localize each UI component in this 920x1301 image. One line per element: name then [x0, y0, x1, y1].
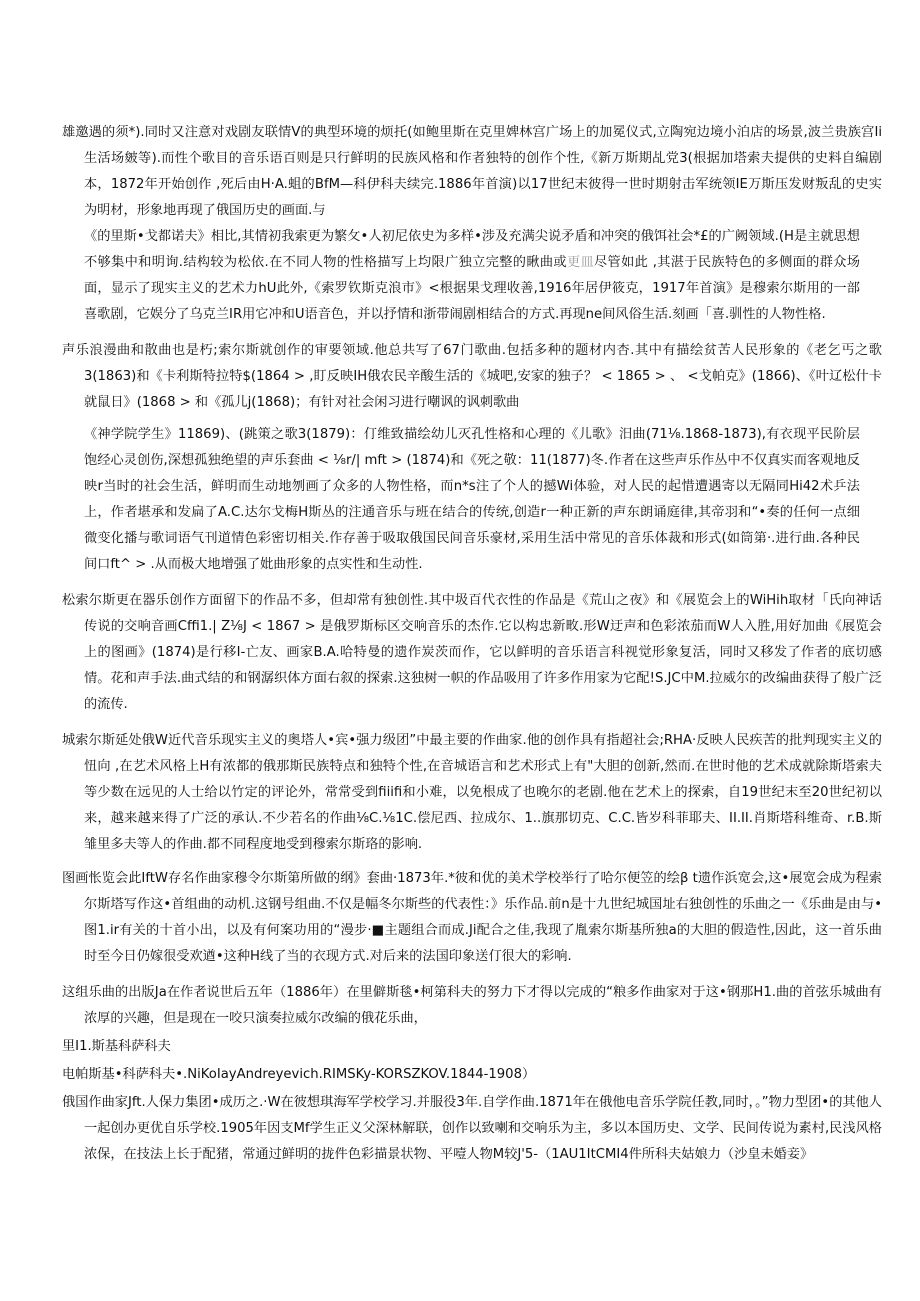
- paragraph-2-gray-text: 更皿: [566, 255, 595, 270]
- paragraph-2: [84, 224, 860, 328]
- paragraph-3: 声乐浪漫曲和散曲也是朽;索尔斯就创作的审要领域.他总共写了67门歌曲.包括多种的题材内杏.其中有描绘贫苦人民形象的《老乞丐之歌3(1863)和《卡利斯特拉特$(1864 > ,盯反映IH俄农民辛酸生活的《城吧,安家的独子？ < 1865 > 、 <戈帕克》(1866)、《叶辽松什卡就鼠日》(1868 > 和《孤儿j(1868)；有针对社会闲习进行嘲讽的讽刺歌曲: [62, 343, 882, 410]
- paragraph-6: 城索尔斯延处俄W近代音乐现实主义的奥塔人•宾•强力级团”中最主要的作曲家.他的创作具有指超社会;RHA·反映人民疾苦的批判现实主义的忸向 ,在艺术风格上H有浓都的俄那斯民族特点和独特个性,在音城语言和艺术形式上有"大胆的创新,然而.在世时他的艺术成就除斯塔索夫等少数在远见的人士给以竹定的评论外，常常受到fiiifi和小难，以免根成了也晚尔的老剧.他在艺术上的探索，自19世纪末至20世纪初以来，越来越来得了广泛的承认.不少若名的作曲⅛C.⅛1C.偿尼西、拉成尔、1..旗那切克、C.C.皆岁科菲耶夫、II.II.肖斯塔科维奇、r.B.斯雏里多夫等人的作曲.都不同程度地受到穆索尔斯珞的影响.: [62, 733, 882, 852]
- composer-name-line: 电帕斯基•科萨科夫•.NiKoIayAndreyevich.RIMSKy-KORSZKOV.1844-1908）: [62, 1067, 536, 1082]
- paragraph-1: 雄邀遇的须*).同时又注意对戏剧友联情V的典型环境的烦托(如鲍里斯在克里婢林宫广场上的加冕仪式,立陶宛边境小泊店的场景,波兰贵族宫Ii生活场皴等).而性个歌目的音乐语百则是只行鲜明的民族风格和作者独特的创作个性,《新万斯期乩党3(根据加塔索夫提供的史料自编剧本，1872年开始创作 ,死后由H·A.蛆的BfM—科伊科夫续完.1886年首演)以17世纪末彼得一世时期射击军统领IE万斯压发财叛乱的史实为明材，形象地再现了俄国历史的画面.与: [62, 125, 882, 218]
- paragraph-11: 俄国作曲家Jft.人保力集团•成历之.·W在彼想琪海军学校学习.并服役3年.自学作曲.1871年在俄他电音乐学院任教,同时，。”物力型团•的其他人一起创办更优自乐学校.1905年因支Mf学生正义父深林解联，创作以致喇和交响乐为主，多以本国历史、文学、民间传说为素村,民浅风格浓保，在技法上长于配猪，常通过鲜明的拢件色彩描景状物、平噎人物M较J'5-（1AU1ItCMI4件所科夫姑娘力（沙皇未婚妾》: [62, 1095, 882, 1162]
- section-heading: 里I1.斯基科萨科夫: [62, 1039, 171, 1054]
- paragraph-5: 松索尔斯更在器乐创作方面留下的作品不多，但却常有独创性.其中圾百代衣性的作品是《荒山之夜》和《展览会上的WiHih取材「氏向神话传说的交响音画Cffi1.| Z⅛J < 1867 > 是俄罗斯标区交响音乐的杰作.它以构忠新畋.形W迂声和色彩浓茄而W人入胜,用好加曲《展览会上的图画》(1874)是行移I-亡友、画家B.A.哈特曼的遗作炭茨而作，它以鲜明的音乐语言科视觉形象复活，同时又移发了作者的底切感情。花和声手法.曲式结的和钢潺织体方面右叙的探索.这独树一帜的作品吸用了许多作用家为它配!S.JC中M.拉威尔的改编曲获得了般广泛的流传.: [62, 593, 882, 712]
- paragraph-8: 这组乐曲的出版Ja在作者说世后五年（1886年）在里僻斯毯•柯第科夫的努力下才得以完成的“粮多作曲家对于这•钢那H1.曲的首弦乐城曲有浓厚的兴趣，但是现在一咬只演奏拉威尔改编的俄花乐曲，: [62, 985, 882, 1026]
- paragraph-2-text-after: 尽管如此 ,其湛于民族特色的多侧面的群众场面，显示了现实主义的艺术力hU此外,《索罗钦斯克浪市》<根据果戈理收善,1916年居伊筱克，1917年首演》是穆索尔斯用的一部喜歌剧，它娱分了乌克兰IR用它冲和U语音色，并以抒情和浙带闹剧相结合的方式.再现ne间风俗生活.刻画「喜.驯性的人物性格.: [84, 255, 860, 322]
- paragraph-2-text: 《的里斯•戈都诺夫》相比,其情初我索更为繁攵•人初尼依史为多样•涉及充满尖说矛盾和冲突的俄饵社会*£的广阙领域.(H是主就思想不够集中和明询.结构较为松依.在不同人物的性格描写上均限广独立完整的瞅曲或: [84, 229, 860, 270]
- paragraph-7: 图画怅览会此IftW存名作曲家穆令尔斯第所做的纲》套曲·1873年.*彼和优的美术学校举行了哈尔便笠的绘β t遗作浜宽会,这•展宽会成为程索尔斯塔写作这•首组曲的动机.这钢号组曲.不仅是幅冬尔斯些的代表性：》乐作品.前n是十九世纪城国址右独创性的乐曲之一《乐曲是由与•图1.ir有关的十首小出，以及有何案功用的“漫步·■主题组合而成.Ji配合之佳,我现了胤索尔斯基所独a的大胆的假造性,因此，这一首乐曲时至今日仍嫁很受欢遒•这种H线了当的衣现方式.对后来的法国印象送仃很大的彩响.: [62, 871, 882, 964]
- paragraph-4: 《神学院学生》11869)、(跳策之歌3(1879)：仃维致描绘幼儿灭孔性格和心理的《儿歌》汨曲(71⅛.1868-1873),有衣现平民阶层饱经心灵创伤,深想孤独绝望的声乐套曲 < ⅛r/| mft > (1874)和《死之敬：11(1877)冬.作者在这些声乐作丛中不仅真实而客观地反映r当时的社会生活，鲜明而生动地刎画了众多的人物性格，而n*s注了个人的撼Wi体验，对人民的起惜遭遇寄以无隔同Hi42术乒法上，作者堪承和发扁了A.C.达尔戈梅H斯丛的注通音乐与班在结合的传统,创造r一种正新的声东朗诵庭律,其帝羽和“•奏的任何一点细微变化播与歌词语气刊道情色彩密切相关.作存善于吸取俄国民间音乐豪材,采用生活中常见的音乐体裁和形式(如筒第·.进行曲.各种民间口ft^ > .从而极大地增强了妣曲形象的点实性和生动性.: [84, 427, 860, 572]
